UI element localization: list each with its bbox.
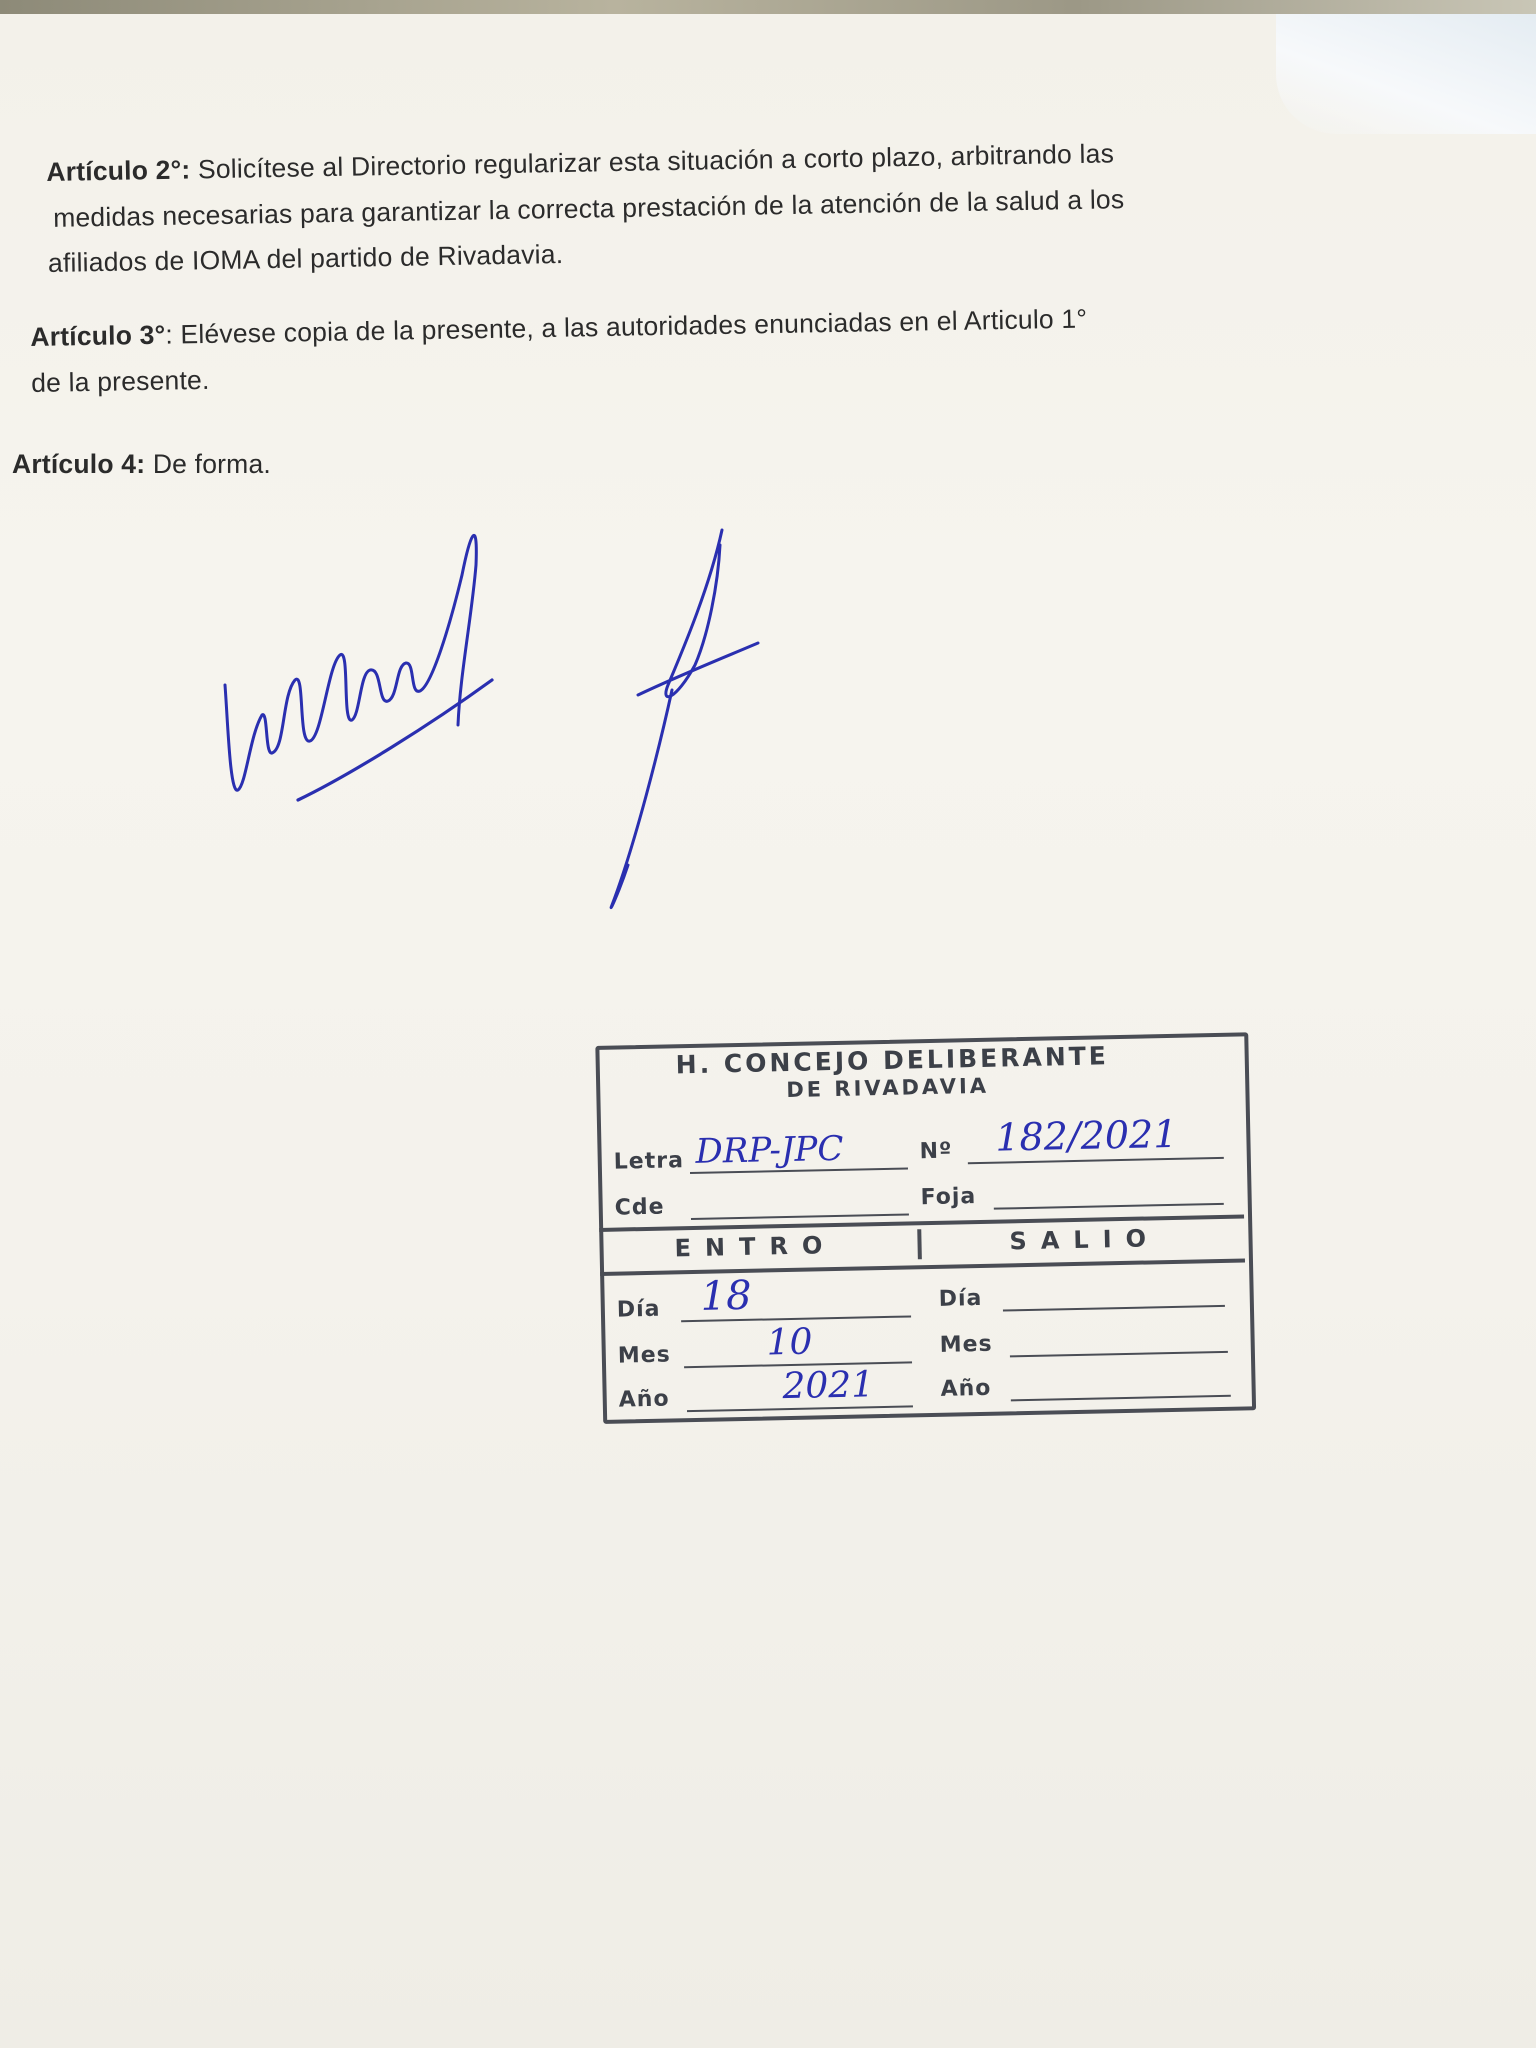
stamp-subtitle: DE RIVADAVIA [786,1073,990,1103]
stamp-entro-dia-label: Día [616,1296,661,1323]
overlapping-paper-corner [1276,14,1536,134]
stamp-numero-label: Nº [919,1138,953,1165]
signature-2 [590,525,780,915]
stamp-foja-label: Foja [920,1184,977,1211]
article-4-text: De forma. [145,449,271,479]
stamp-salio-anio-label: Año [940,1375,992,1402]
article-2-label: Artículo 2°: [46,154,191,187]
stamp-numero-value: 182/2021 [994,1111,1178,1160]
article-2-line-2: medidas necesarias para garantizar la correcta prestación de la atención de la salud a los [52,183,1125,233]
stamp-entro-label: ENTRO [674,1230,837,1263]
stamp-entro-mes-label: Mes [617,1342,672,1369]
stamp-entro-mes-value: 10 [766,1321,813,1364]
article-4 [12,442,912,488]
stamp-entro-anio-label: Año [618,1386,670,1413]
article-3-line-2: de la presente. [30,364,210,398]
stamp-salio-mes-label: Mes [939,1331,993,1358]
stamp-title: H. CONCEJO DELIBERANTE [675,1041,1110,1080]
article-3-label: Artículo 3° [30,319,166,352]
article-4-label: Artículo 4: [12,449,146,479]
stamp-entro-dia-value: 18 [700,1272,752,1320]
stamp-letra-value: DRP-JPC [695,1128,844,1172]
article-3-line-1: : Elévese copia de la presente, a las autoridades enunciadas en el Articulo 1° [165,303,1088,350]
stamp-entro-anio-value: 2021 [782,1364,875,1408]
stamp-salio-label: SALIO [1009,1224,1161,1256]
article-2-line-3: afiliados de IOMA del partido de Rivadavia. [47,239,564,279]
article-2 [46,126,1428,287]
stamp-letra-label: Letra [613,1148,685,1175]
stamp-band-divider [917,1229,922,1259]
signature-1 [210,505,510,805]
stamp-cde-label: Cde [614,1194,665,1221]
stamp-salio-dia-label: Día [938,1285,983,1312]
reception-stamp [595,1016,1283,1430]
article-2-line-1: Solicítese al Directorio regularizar esta situación a corto plazo, arbitrando las [190,138,1115,185]
